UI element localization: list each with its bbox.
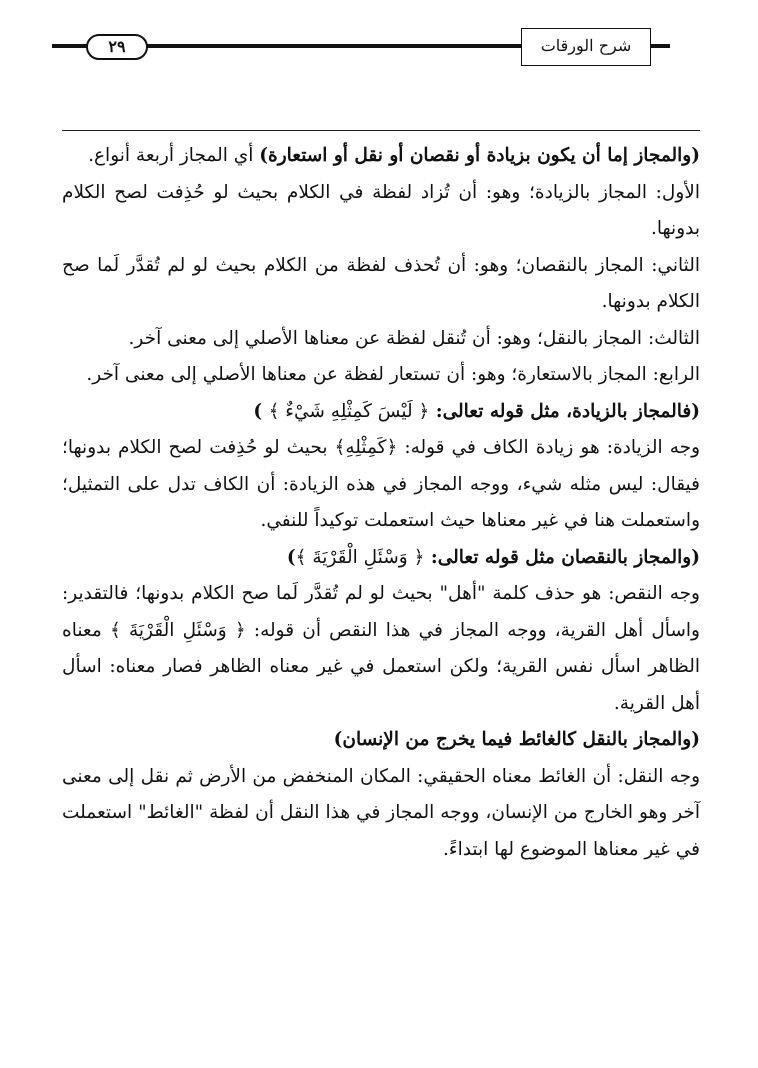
header-divider: [62, 130, 700, 131]
header-rule-middle: [142, 44, 522, 48]
paragraph-addition-explanation: وجه الزيادة: هو زيادة الكاف في قوله: ﴿كَمِثْلِهِ﴾ بحيث لو حُذِفت لصح الكلام بدونها؛ فيقال: ليس مثله شيء، ووجه المجاز في هذه الزيادة: أن الكاف تدل على التمثيل؛ واستعملت هنا في غير معناها حيث استعملت توكيداً للنفي.: [62, 437, 700, 531]
matn-close: ): [253, 400, 269, 422]
paragraph-third-type: الثالث: المجاز بالنقل؛ وهو: أن تُنقل لفظة عن معناها الأصلي إلى معنى آخر.: [128, 327, 700, 349]
paragraph-transfer-explanation: وجه النقل: أن الغائط معناه الحقيقي: المكان المنخفض من الأرض ثم نقل إلى معنى آخر وهو الخارج من الإنسان، ووجه المجاز في هذا النقل أن لفظة "الغائط" استعملت في غير معناها الموضوع لها ابتداءً.: [62, 765, 700, 860]
paragraph-deletion-explanation: وجه النقص: هو حذف كلمة "أهل" بحيث لو لم تُقدَّر لَما صح الكلام بدونها؛ فالتقدير: واسأل أهل القرية، ووجه المجاز في هذا النقص أن قوله: ﴿ وَسْئَلِ الْقَرْيَةَ ﴾ معناه الظاهر اسأل نفس القرية؛ ولكن استعمل في غير معناه الظاهر فصار معناه: اسأل أهل القرية.: [62, 583, 700, 714]
header-rule-left: [52, 44, 88, 48]
matn-quote: (والمجاز إما أن يكون بزيادة أو نقصان أو نقل أو استعارة): [259, 145, 700, 166]
running-title: شرح الورقات: [521, 28, 651, 66]
paragraph-deletion-example: [62, 540, 700, 577]
header-rule-right: [650, 44, 670, 48]
matn-quote: (والمجاز بالنقصان مثل قوله تعالى:: [424, 546, 700, 568]
matn-quote: (فالمجاز بالزيادة، مثل قوله تعالى:: [429, 400, 700, 422]
paragraph-intro: [62, 138, 700, 175]
commentary-text: أي المجاز أربعة أنواع.: [88, 145, 260, 166]
paragraph-addition-example: [62, 394, 700, 431]
page-header: [0, 0, 758, 80]
page-body: [62, 138, 700, 868]
paragraph-fourth-type: الرابع: المجاز بالاستعارة؛ وهو: أن تستعار لفظة عن معناها الأصلي إلى معنى آخر.: [86, 364, 700, 385]
matn-close: ): [286, 546, 296, 568]
page-number: ٢٩: [86, 34, 148, 60]
paragraph-transfer-example: (والمجاز بالنقل كالغائط فيما يخرج من الإنسان): [333, 729, 700, 750]
quran-verse: ﴿ وَسْئَلِ الْقَرْيَةَ ﴾: [295, 546, 425, 568]
quran-verse: ﴿ لَيْسَ كَمِثْلِهِ شَيْءٌ ﴾: [268, 400, 430, 422]
paragraph-first-type: الأول: المجاز بالزيادة؛ وهو: أن تُزاد لفظة في الكلام بحيث لو حُذِفت لصح الكلام بدونها.: [62, 181, 700, 239]
paragraph-second-type: الثاني: المجاز بالنقصان؛ وهو: أن تُحذف لفظة من الكلام بحيث لو لم تُقدَّر لَما صح الكلام بدونها.: [62, 254, 700, 312]
